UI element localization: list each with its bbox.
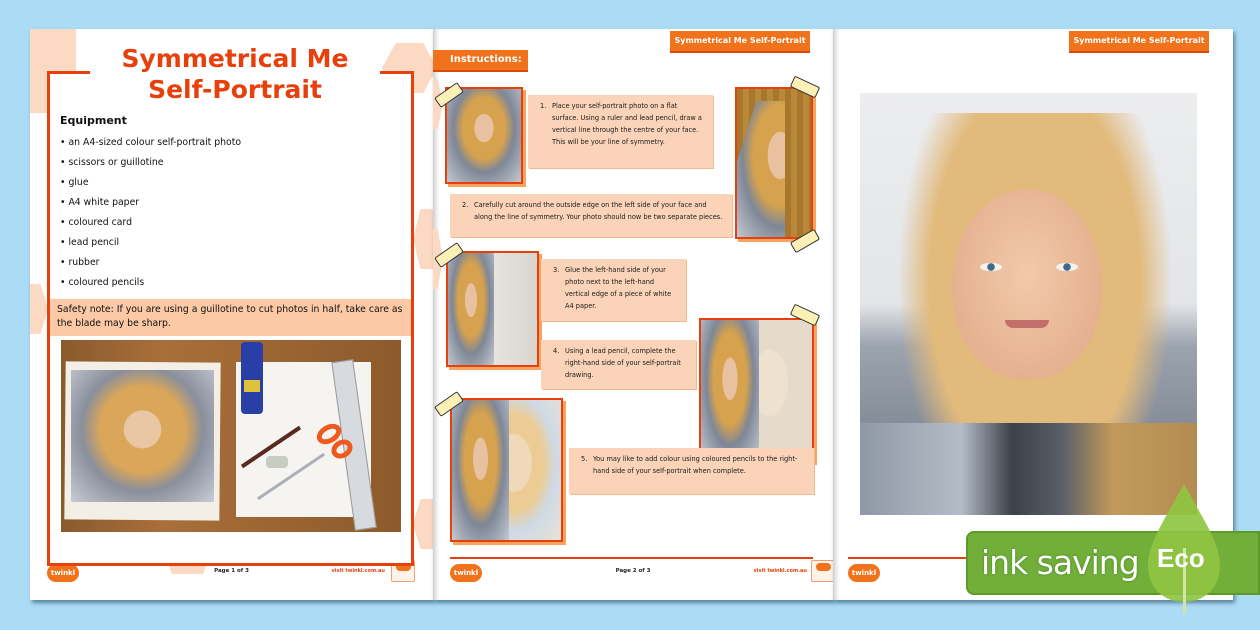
ink-saving-label: ink saving: [981, 543, 1139, 582]
step-4-box: 4. Using a lead pencil, complete the right-hand side of your self-portrait drawing.: [541, 340, 696, 389]
glue-stick-icon: [241, 342, 263, 414]
portrait-print: [71, 370, 214, 502]
step-2-photo: [735, 87, 813, 239]
eye: [1056, 263, 1078, 271]
site-link[interactable]: visit twinkl.com.au: [753, 568, 807, 574]
twinkl-logo: twinkl: [848, 564, 880, 582]
equipment-frame: [47, 71, 414, 566]
equipment-heading: Equipment: [60, 114, 127, 127]
page-number: Page 1 of 3: [214, 568, 249, 574]
twinkl-logo: twinkl: [450, 564, 482, 582]
quality-badge-icon: [811, 560, 833, 582]
list-item: • lead pencil: [60, 237, 120, 248]
list-item: • glue: [60, 177, 89, 188]
step-4-photo: [699, 318, 814, 462]
step-1-box: 1. Place your self-portrait photo on a flat surface. Using a ruler and lead pencil, draw a vertical line through the centre of your face. This will be your line of symmetry.: [528, 95, 713, 168]
decor-hex: [30, 284, 48, 334]
list-item: • rubber: [60, 257, 100, 268]
twinkl-logo: twinkl: [47, 564, 79, 582]
list-item: • coloured card: [60, 217, 132, 228]
page-number: Page 2 of 3: [615, 568, 651, 574]
site-link[interactable]: visit twinkl.com.au: [331, 568, 385, 574]
list-item: • an A4-sized colour self-portrait photo: [60, 137, 242, 148]
glue-label: [244, 380, 260, 392]
eraser-icon: [266, 456, 288, 468]
list-item: • coloured pencils: [60, 277, 145, 288]
header-banner: Symmetrical Me Self-Portrait: [1069, 31, 1209, 53]
step-2-box: 2. Carefully cut around the outside edge on the left side of your face and along the line of symmetry. Your photo should now be two separate pieces.: [450, 194, 732, 237]
step-1-photo: [445, 87, 523, 184]
step-5-box: 5. You may like to add colour using coloured pencils to the right-hand side of your self-portrait when complete.: [569, 448, 814, 494]
list-item: • scissors or guillotine: [60, 157, 164, 168]
self-portrait-photo: [860, 93, 1197, 515]
equipment-list: [60, 136, 241, 296]
safety-note: Safety note: If you are using a guillotine to cut photos in half, take care as the blade may be sharp.: [50, 299, 411, 336]
footer-divider: [450, 557, 813, 559]
step-3-box: 3. Glue the left-hand side of your photo next to the left-hand vertical edge of a piece of white A4 paper.: [541, 259, 686, 321]
page-2: [433, 29, 833, 600]
page-title: Symmetrical Me Self-Portrait: [90, 43, 380, 105]
step-5-photo: [450, 398, 563, 542]
decor-hex: [413, 499, 433, 549]
equipment-photo: [61, 340, 401, 532]
decor-hex: [413, 209, 433, 269]
eco-label: Eco: [1157, 543, 1205, 573]
header-banner: Symmetrical Me Self-Portrait: [670, 31, 810, 53]
page-1: [30, 29, 433, 600]
instructions-label: Instructions:: [433, 50, 528, 72]
step-3-photo: [446, 251, 539, 367]
list-item: • A4 white paper: [60, 197, 140, 208]
eye: [980, 263, 1002, 271]
